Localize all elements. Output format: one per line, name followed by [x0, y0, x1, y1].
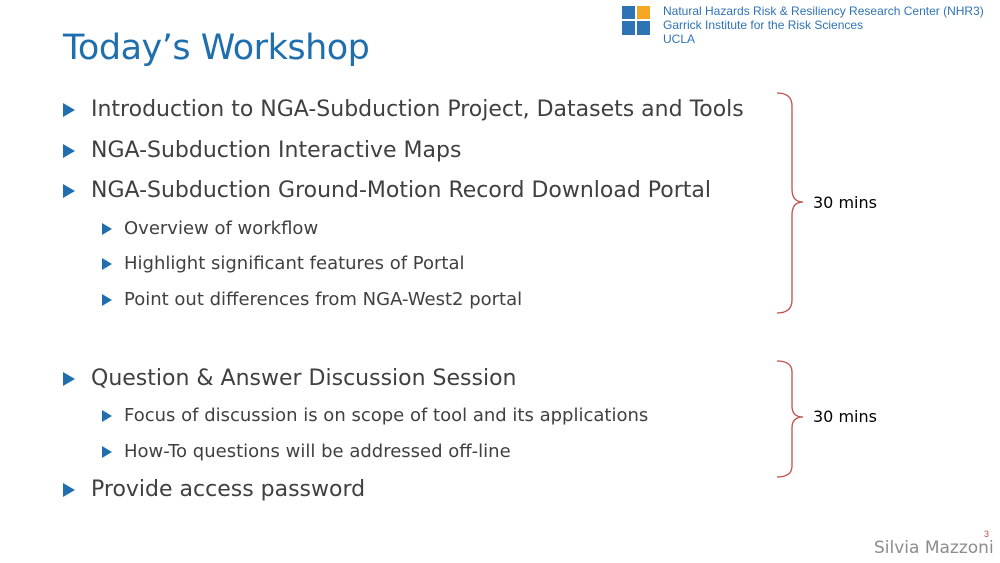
bullet-item: [63, 138, 461, 163]
organization-header: [663, 4, 984, 46]
triangle-bullet-icon: [102, 258, 112, 270]
nhr3-logo-icon: [622, 6, 650, 35]
sub-bullet-item: [102, 405, 648, 426]
bullet-text: Introduction to NGA-Subduction Project, Datasets and Tools: [91, 97, 744, 122]
bullet-item: [63, 178, 711, 203]
sub-bullet-text: Point out differences from NGA-West2 portal: [124, 289, 523, 310]
triangle-bullet-icon: [102, 446, 112, 458]
bullet-item: [63, 97, 744, 122]
triangle-bullet-icon: [63, 184, 75, 198]
bullet-text: Provide access password: [91, 477, 366, 502]
triangle-bullet-icon: [63, 144, 75, 158]
page-number: 3: [984, 529, 990, 539]
sub-bullet-item: [102, 289, 522, 310]
duration-label: 30 mins: [813, 407, 877, 426]
sub-bullet-text: How-To questions will be addressed off-line: [124, 441, 511, 462]
right-brace-icon: [775, 360, 805, 478]
triangle-bullet-icon: [63, 483, 75, 497]
duration-label: 30 mins: [813, 193, 877, 212]
triangle-bullet-icon: [102, 410, 112, 422]
triangle-bullet-icon: [102, 294, 112, 306]
sub-bullet-text: Focus of discussion is on scope of tool and its applications: [124, 405, 649, 426]
sub-bullet-text: Highlight significant features of Portal: [124, 253, 465, 274]
bullet-text: Question & Answer Discussion Session: [91, 366, 517, 391]
organization-line-2: Garrick Institute for the Risk Sciences: [663, 18, 864, 32]
triangle-bullet-icon: [63, 372, 75, 386]
bullet-item: [63, 477, 365, 502]
triangle-bullet-icon: [102, 223, 112, 235]
right-brace-icon: [775, 92, 805, 314]
bullet-item: [63, 366, 517, 391]
sub-bullet-item: [102, 218, 318, 239]
author-name: Silvia Mazzoni: [874, 538, 994, 558]
slide-title: Today’s Workshop: [63, 28, 370, 68]
bullet-text: NGA-Subduction Ground-Motion Record Download Portal: [91, 178, 712, 203]
organization-line-1: Natural Hazards Risk & Resiliency Research Center (NHR3): [663, 4, 984, 18]
triangle-bullet-icon: [63, 103, 75, 117]
organization-line-3: UCLA: [663, 32, 696, 46]
bullet-text: NGA-Subduction Interactive Maps: [91, 138, 462, 163]
sub-bullet-item: [102, 441, 511, 462]
sub-bullet-text: Overview of workflow: [124, 218, 319, 239]
sub-bullet-item: [102, 253, 465, 274]
